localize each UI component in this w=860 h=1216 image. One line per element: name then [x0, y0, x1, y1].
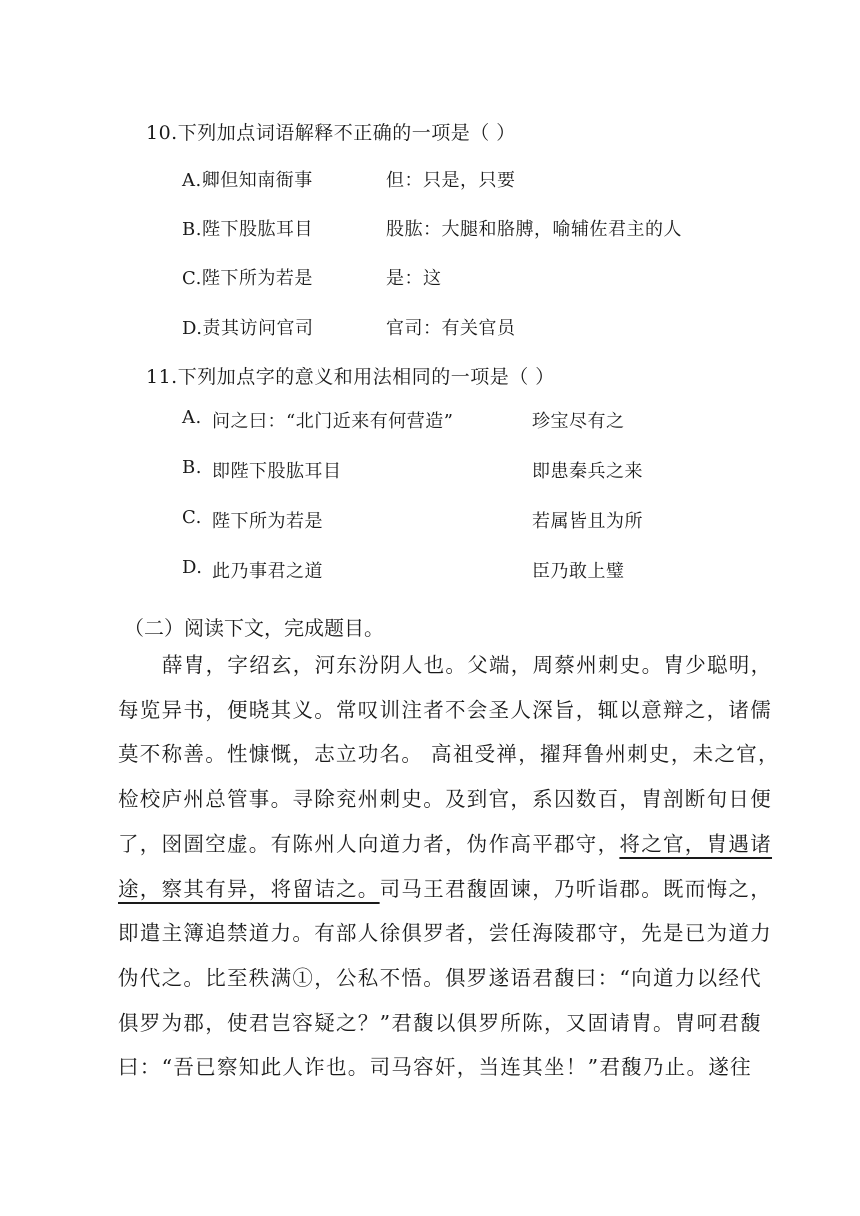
- q11-option-b-left: 即陛下股肱耳目: [212, 461, 342, 482]
- q11-option-c-right: 若属皆且为所: [532, 511, 643, 532]
- passage-text: 司马王君馥固谏，乃听诣郡。既而悔之，: [379, 876, 773, 901]
- section-title: （二）阅读下文，完成题目。: [124, 616, 384, 640]
- q10-option-b: B.陛下股肱耳目: [182, 219, 313, 240]
- passage-line: 伪代之。比至秩满①，公私不悟。俱罗遂语君馥曰：“向道力以经代: [118, 965, 762, 990]
- q10-option-b-gloss: 股肱：大腿和胳膊，喻辅佐君主的人: [386, 219, 682, 240]
- passage-line: 每览异书，便晓其义。常叹训注者不会圣人深旨，辄以意辩之，诸儒: [118, 697, 772, 722]
- passage-line: [118, 867, 773, 912]
- passage-line: 曰：“吾已察知此人诈也。司马容奸，当连其坐！”君馥乃止。遂往: [118, 1055, 752, 1080]
- passage-line: 俱罗为郡，使君岂容疑之？”君馥以俱罗所陈，又固请胄。胄呵君馥: [118, 1010, 762, 1035]
- passage-line: 薛胄，字绍玄，河东汾阴人也。父端，周蔡州刺史。胄少聪明，: [162, 653, 773, 677]
- passage-text: 了，囹圄空虚。有陈州人向道力者，伪作高平郡守，: [118, 831, 620, 856]
- underlined-sentence: 将之官，胄遇诸: [619, 831, 773, 856]
- q11-option-d-label: D.: [182, 557, 203, 578]
- q11-option-a-right: 珍宝尽有之: [532, 411, 625, 432]
- q10-option-c: C.陛下所为若是: [182, 268, 313, 289]
- question-11-stem: 11.下列加点字的意义和用法相同的一项是（ ）: [146, 366, 555, 388]
- q11-option-b-label: B.: [182, 457, 202, 478]
- q11-option-b-right: 即患秦兵之来: [532, 461, 643, 482]
- q10-option-a: A.卿但知南衙事: [182, 170, 313, 191]
- q10-option-c-gloss: 是：这: [386, 268, 442, 289]
- passage-line: [118, 822, 773, 867]
- q11-option-c-left: 陛下所为若是: [212, 511, 323, 532]
- q11-option-d-right: 臣乃敢上璧: [532, 561, 625, 582]
- underlined-sentence-cont: 途，察其有异，将留诘之。: [118, 876, 380, 901]
- q11-option-a-left: 问之曰：“北门近来有何营造”: [212, 411, 454, 432]
- question-10-stem: 10.下列加点词语解释不正确的一项是（ ）: [146, 122, 516, 144]
- reading-passage: [118, 643, 780, 1090]
- q10-option-d-gloss: 官司：有关官员: [386, 318, 516, 339]
- q10-option-d: D.责其访问官司: [182, 318, 314, 339]
- q11-option-a-label: A.: [182, 407, 202, 428]
- q10-option-a-gloss: 但：只是，只要: [386, 170, 516, 191]
- passage-line: 莫不称善。性慷慨，志立功名。 高祖受禅，擢拜鲁州刺史，未之官，: [118, 742, 780, 767]
- q11-option-d-left: 此乃事君之道: [212, 561, 323, 582]
- q11-option-c-label: C.: [182, 507, 202, 528]
- passage-line: 即遣主簿追禁道力。有部人徐俱罗者，尝任海陵郡守，先是已为道力: [118, 921, 772, 946]
- passage-line: 检校庐州总管事。寻除兖州刺史。及到官，系囚数百，胄剖断旬日便: [118, 787, 772, 812]
